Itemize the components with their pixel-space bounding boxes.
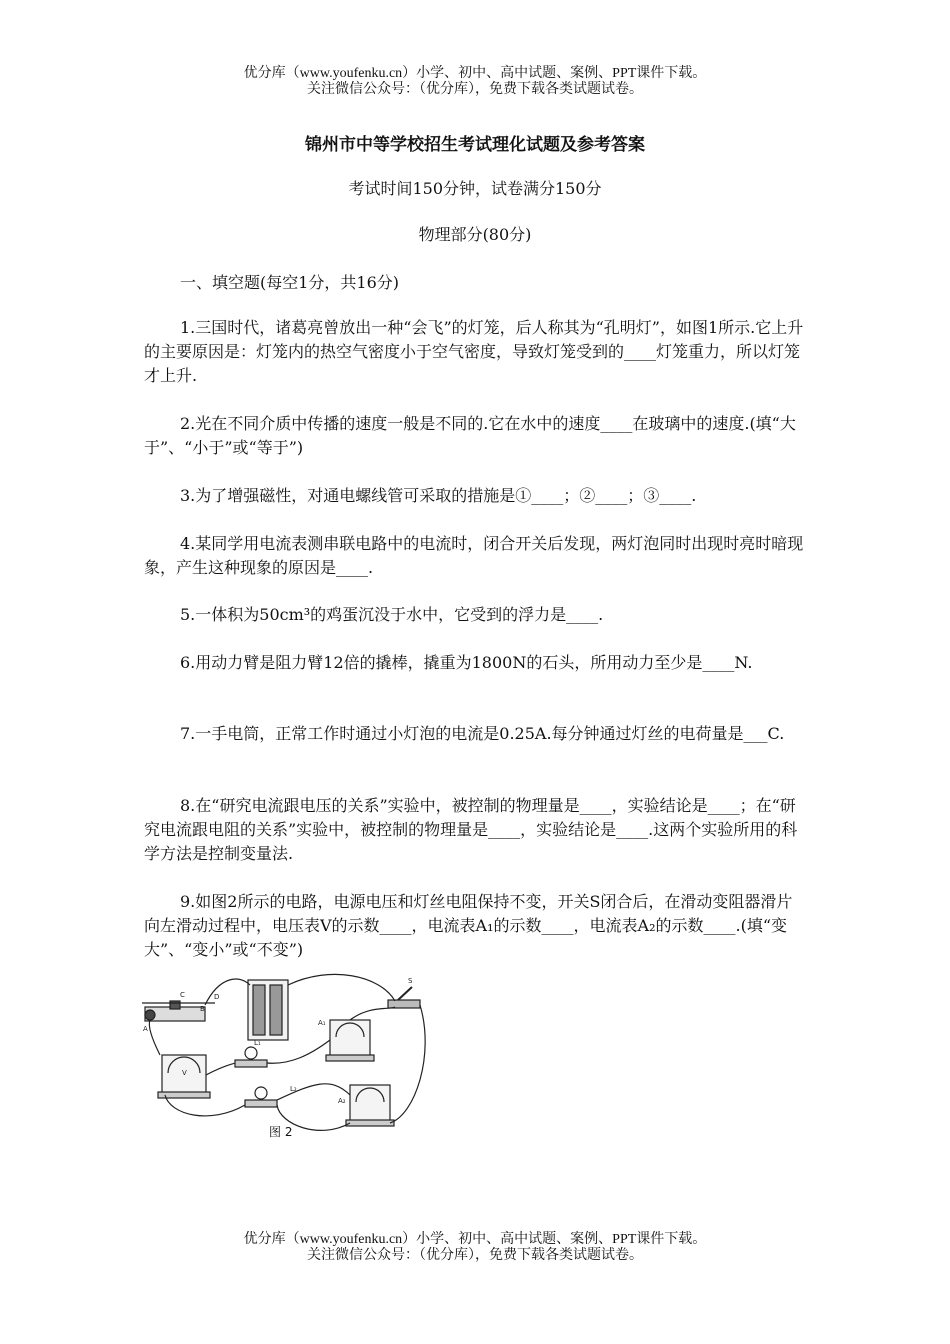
document-title: 锦州市中等学校招生考试理化试题及参考答案: [305, 135, 645, 155]
lamp-l2: [245, 1087, 277, 1107]
question-3: 3.为了增强磁性，对通电螺线管可采取的措施是①____；②____；③____.: [180, 486, 697, 505]
header-line-1: 优分库（www.youfenku.cn）小学、初中、高中试题、案例、PPT课件下载。: [243, 66, 707, 81]
question-1: 1.三国时代，诸葛亮曾放出一种“会飞”的灯笼，后人称其为“孔明灯”，如图1所示.它上升的主要原因是：灯笼内的热空气密度小于空气密度，导致灯笼受到的____灯笼重力，所以灯笼才上升.: [144, 318, 804, 385]
label-end-a: A: [143, 1025, 148, 1033]
question-4: 4.某同学用电流表测串联电路中的电流时，闭合开关后发现，两灯泡同时出现时亮时暗现象，产生这种现象的原因是____.: [144, 534, 804, 577]
page-footer: [0, 1232, 950, 1264]
wire: [205, 979, 250, 1005]
label-l1: L₁: [254, 1039, 261, 1047]
wire: [288, 974, 395, 1001]
question-5: 5.一体积为50cm³的鸡蛋沉没于水中，它受到的浮力是____.: [180, 605, 604, 624]
label-end-b: B: [200, 1005, 205, 1013]
label-end-d: D: [214, 993, 220, 1001]
figure-caption: 图 2: [269, 1125, 293, 1139]
wire: [149, 1020, 160, 1055]
question-9: 9.如图2所示的电路，电源电压和灯丝电阻保持不变，开关S闭合后，在滑动变阻器滑片向左滑动过程中，电压表V的示数____，电流表A₁的示数____，电流表A₂的示数____.(填“变大”、“变小”或“不变”): [144, 892, 793, 959]
footer-line-2: 关注微信公众号：（优分库），免费下载各类试题试卷。: [307, 1248, 643, 1263]
wire: [267, 1040, 330, 1063]
wire: [206, 1063, 235, 1075]
label-l2: L₂: [290, 1085, 297, 1093]
label-end-c: C: [180, 991, 185, 999]
wire: [350, 1007, 395, 1020]
header-line-2: 关注微信公众号：（优分库），免费下载各类试题试卷。: [307, 82, 643, 97]
part-heading: 物理部分(80分): [418, 225, 532, 244]
ammeter-a1: [326, 1020, 374, 1061]
label-s: S: [408, 977, 413, 985]
section-heading: 一、填空题(每空1分，共16分): [180, 273, 400, 292]
label-a2: A₂: [338, 1097, 346, 1105]
footer-line-1: 优分库（www.youfenku.cn）小学、初中、高中试题、案例、PPT课件下载。: [243, 1232, 707, 1247]
battery: [248, 980, 288, 1040]
question-2: 2.光在不同介质中传播的速度一般是不同的.它在水中的速度____在玻璃中的速度.(填“大于”、“小于”或“等于”): [144, 414, 796, 457]
question-8: 8.在“研究电流跟电压的关系”实验中，被控制的物理量是____，实验结论是____；在“研究电流跟电阻的关系”实验中，被控制的物理量是____，实验结论是____.这两个实验所用的科学方法是控制变量法.: [144, 796, 798, 863]
question-6: 6.用动力臂是阻力臂12倍的撬棒，撬重为1800N的石头，所用动力至少是____N.: [180, 653, 753, 672]
page-header: [0, 66, 950, 98]
lamp-l1: [235, 1047, 267, 1067]
question-7: 7.一手电筒，正常工作时通过小灯泡的电流是0.25A.每分钟通过灯丝的电荷量是___C.: [180, 724, 785, 743]
circuit-figure: [140, 965, 430, 1145]
label-a1: A₁: [318, 1019, 326, 1027]
ammeter-a2: [346, 1085, 394, 1126]
wire: [390, 1005, 425, 1123]
label-voltmeter: V: [182, 1069, 187, 1077]
exam-info: 考试时间150分钟，试卷满分150分: [348, 179, 602, 198]
